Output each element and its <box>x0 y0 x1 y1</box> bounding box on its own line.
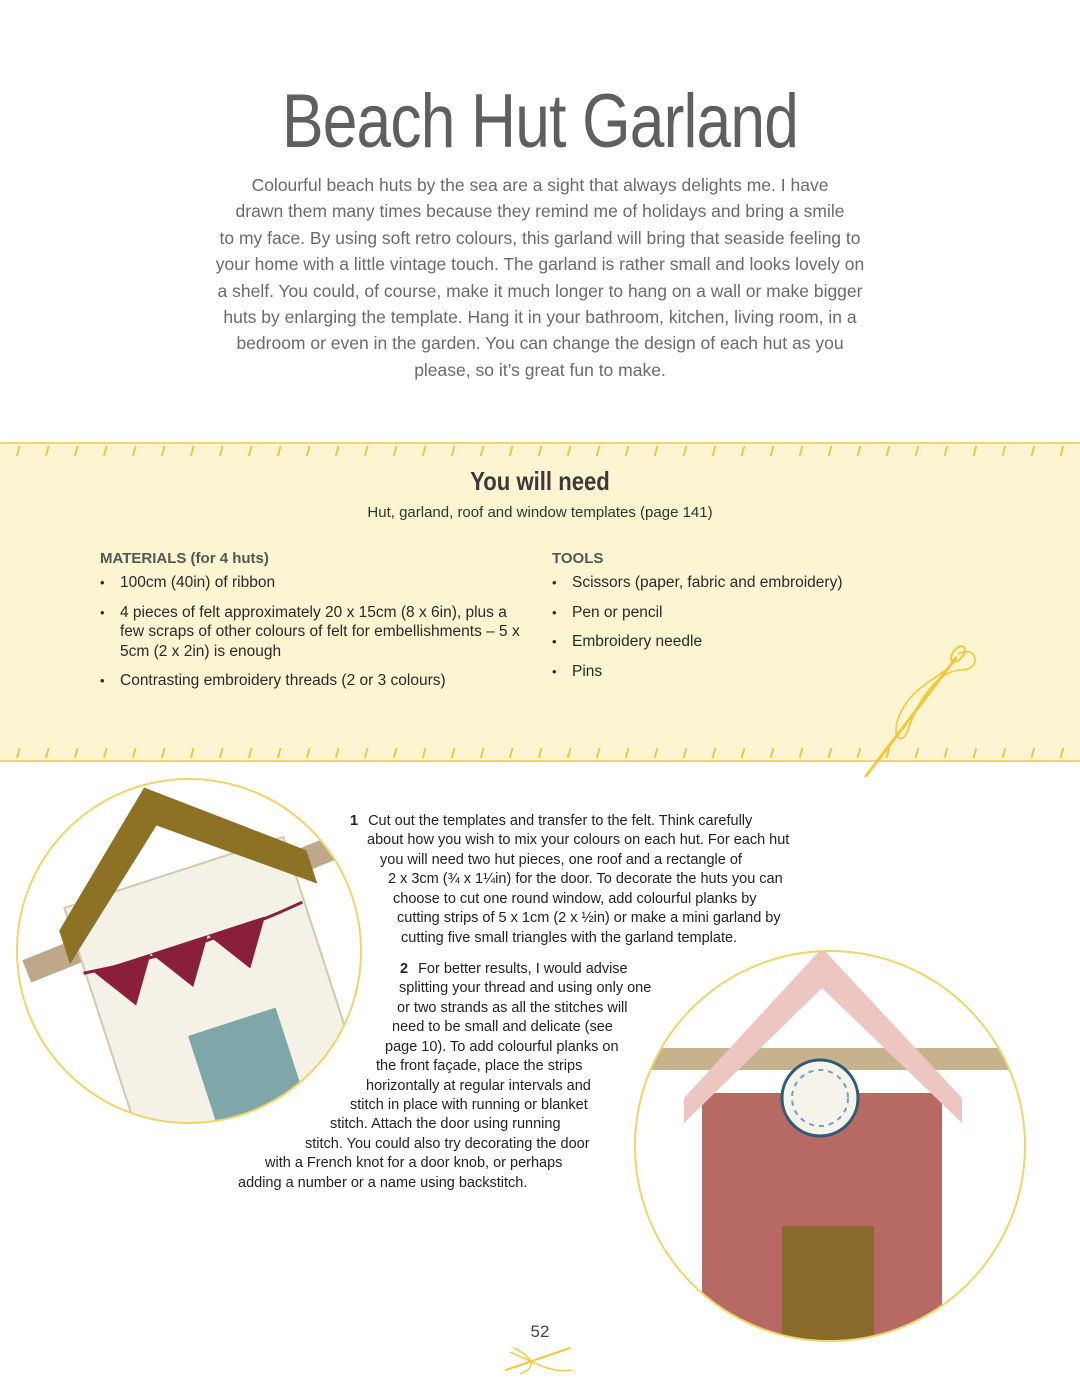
step-line: you will need two hut pieces, one roof and a rectangle of <box>380 852 742 868</box>
step-line: Cut out the templates and transfer to the felt. Think carefully <box>368 813 753 829</box>
tools-heading: TOOLS <box>552 550 604 567</box>
stitch-border-top <box>0 446 1080 456</box>
intro-line: drawn them many times because they remind me of holidays and bring a smile <box>235 201 845 222</box>
step-line: need to be small and delicate (see <box>392 1019 613 1035</box>
intro-line: huts by enlarging the template. Hang it in your bathroom, kitchen, living room, in a <box>223 307 857 328</box>
step-line: cutting strips of 5 x 1cm (2 x ½in) or make a mini garland by <box>397 910 781 926</box>
list-item: • Contrasting embroidery threads (2 or 3 colours) <box>100 671 530 691</box>
materials-heading: MATERIALS (for 4 huts) <box>100 550 269 567</box>
list-item: • Pins <box>552 662 892 682</box>
step-line: choose to cut one round window, add colourful planks by <box>393 891 757 907</box>
you-will-need-heading: You will need <box>470 466 610 496</box>
step-line: stitch in place with running or blanket <box>350 1097 588 1113</box>
step-number: 2 <box>400 961 409 977</box>
needle-thread-icon <box>858 640 988 780</box>
step-line: adding a number or a name using backstitch. <box>238 1175 528 1191</box>
intro-line: your home with a little vintage touch. The garland is rather small and looks lovely on <box>215 254 865 275</box>
templates-note: Hut, garland, roof and window templates (page 141) <box>367 504 713 521</box>
step-line: 2 x 3cm (¾ x 1¼in) for the door. To decorate the huts you can <box>388 871 783 887</box>
step-line: the front façade, place the strips <box>376 1058 583 1074</box>
list-item: • 4 pieces of felt approximately 20 x 15cm (8 x 6in), plus a few scraps of other colours of felt for embellishments – 5 x 5cm (2 x 2in) is enough <box>100 603 530 662</box>
step-line: splitting your thread and using only one <box>399 980 652 996</box>
intro-line: to my face. By using soft retro colours, this garland will bring that seaside feeling to <box>219 227 861 248</box>
page-title: Beach Hut Garland <box>281 79 799 164</box>
step-line: with a French knot for a door knob, or perhaps <box>265 1155 563 1171</box>
list-item: • 100cm (40in) of ribbon <box>100 573 530 593</box>
cream-beach-hut-photo <box>14 774 364 1128</box>
step-line: or two strands as all the stitches will <box>397 1000 628 1016</box>
step-line: stitch. You could also try decorating the door <box>305 1136 590 1152</box>
step-number: 1 <box>350 813 359 829</box>
intro-line: a shelf. You could, of course, make it much longer to hang on a wall or make bigger <box>217 280 863 301</box>
tools-list <box>552 550 892 691</box>
pink-beach-hut-photo <box>632 948 1028 1344</box>
step-line: stitch. Attach the door using running <box>330 1116 561 1132</box>
step-line: For better results, I would advise <box>418 961 628 977</box>
step-line: about how you wish to mix your colours on each hut. For each hut <box>367 832 790 848</box>
intro-line: Colourful beach huts by the sea are a sight that always delights me. I have <box>251 175 829 195</box>
intro-line: bedroom or even in the garden. You can change the design of each hut as you <box>236 333 844 354</box>
intro-paragraph <box>190 172 890 383</box>
step-line: cutting five small triangles with the garland template. <box>401 930 738 946</box>
needle-ornament-icon <box>500 1340 580 1380</box>
list-item: • Embroidery needle <box>552 632 892 652</box>
page-number: 52 <box>530 1322 550 1341</box>
intro-line: please, so it’s great fun to make. <box>414 359 666 380</box>
step-line: horizontally at regular intervals and <box>366 1078 591 1094</box>
materials-list <box>100 550 530 701</box>
step-line: page 10). To add colourful planks on <box>385 1039 619 1055</box>
list-item: • Pen or pencil <box>552 603 892 623</box>
list-item: • Scissors (paper, fabric and embroidery) <box>552 573 892 593</box>
